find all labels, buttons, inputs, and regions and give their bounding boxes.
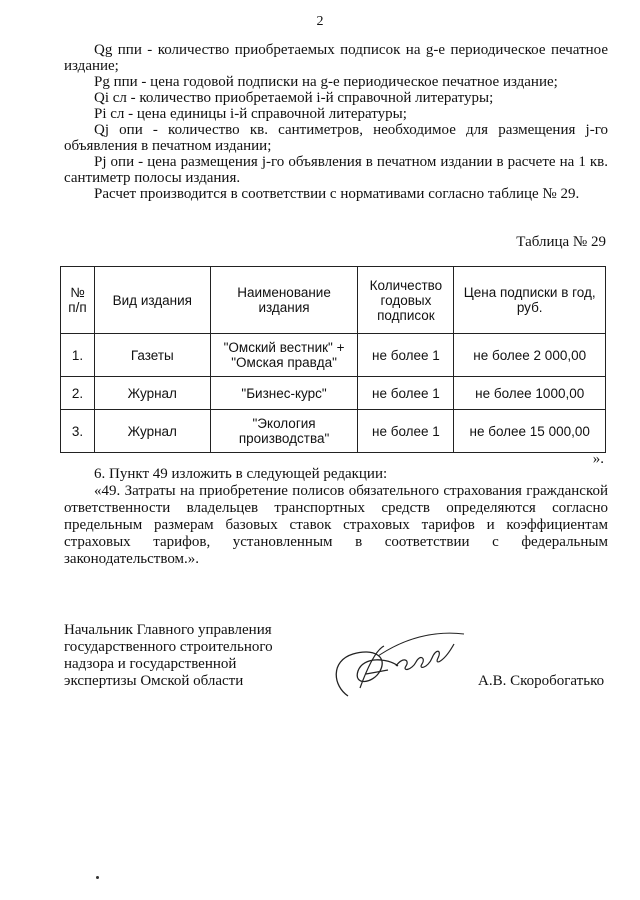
cell-name: "Омский вестник" + "Омская правда" (210, 334, 358, 377)
item-6-block (64, 466, 608, 568)
table-row (61, 377, 606, 410)
cell-quantity: не более 1 (358, 377, 454, 410)
cell-name: "Экология производства" (210, 410, 358, 453)
signer-title-line: надзора и государственной (64, 656, 237, 672)
scan-speck (96, 876, 99, 879)
definition-qg: Qg ппи - количество приобретаемых подписок на g-е периодическое печатное издание; (64, 42, 608, 74)
cell-quantity: не более 1 (358, 410, 454, 453)
definition-qj: Qj опи - количество кв. сантиметров, необходимое для размещения j-го объявления в печатном издании; (64, 122, 608, 154)
signer-title (64, 622, 273, 690)
header-price: Цена подписки в год, руб. (454, 267, 606, 334)
definitions-block (64, 42, 608, 202)
closing-quote: ». (592, 451, 604, 467)
definition-pg: Pg ппи - цена годовой подписки на g-е периодическое печатное издание; (94, 74, 558, 90)
page-number: 2 (316, 14, 324, 29)
header-name: Наименование издания (210, 267, 358, 334)
cell-number: 3. (61, 410, 95, 453)
table-header-row (61, 267, 606, 334)
norms-table (60, 266, 606, 453)
header-type: Вид издания (94, 267, 210, 334)
cell-type: Журнал (94, 410, 210, 453)
header-number: № п/п (61, 267, 95, 334)
signer-title-line: экспертизы Омской области (64, 673, 244, 689)
definition-pj: Pj опи - цена размещения j-го объявления в печатном издании в расчете на 1 кв. сантиметр полосы издания. (64, 154, 608, 186)
definition-qi: Qi сл - количество приобретаемой i-й справочной литературы; (94, 90, 494, 106)
cell-price: не более 2 000,00 (454, 334, 606, 377)
signer-title-line: государственного строительного (64, 639, 273, 655)
cell-number: 2. (61, 377, 95, 410)
cell-name: "Бизнес-курс" (210, 377, 358, 410)
signer-name: А.В. Скоробогатько (478, 673, 605, 689)
signer-title-line: Начальник Главного управления (64, 622, 272, 638)
handwritten-signature (318, 626, 468, 706)
cell-type: Газеты (94, 334, 210, 377)
definition-pi: Pi сл - цена единицы i-й справочной литературы; (94, 106, 407, 122)
cell-type: Журнал (94, 377, 210, 410)
calculation-note: Расчет производится в соответствии с нормативами согласно таблице № 29. (94, 186, 580, 202)
cell-price: не более 15 000,00 (454, 410, 606, 453)
cell-quantity: не более 1 (358, 334, 454, 377)
item-6-intro: 6. Пункт 49 изложить в следующей редакции: (94, 466, 388, 482)
table-row (61, 334, 606, 377)
table-row (61, 410, 606, 453)
header-quantity: Количество годовых подписок (358, 267, 454, 334)
cell-number: 1. (61, 334, 95, 377)
cell-price: не более 1000,00 (454, 377, 606, 410)
item-6-text: «49. Затраты на приобретение полисов обязательного страхования гражданской ответственности владельцев транспортных средств определяются согласно предельным размерам базовых ставок страховых тарифов и коэффициентам страховых тарифов, установленным в соответствии с федеральным законодательством.». (64, 483, 608, 567)
table-caption: Таблица № 29 (516, 234, 606, 250)
